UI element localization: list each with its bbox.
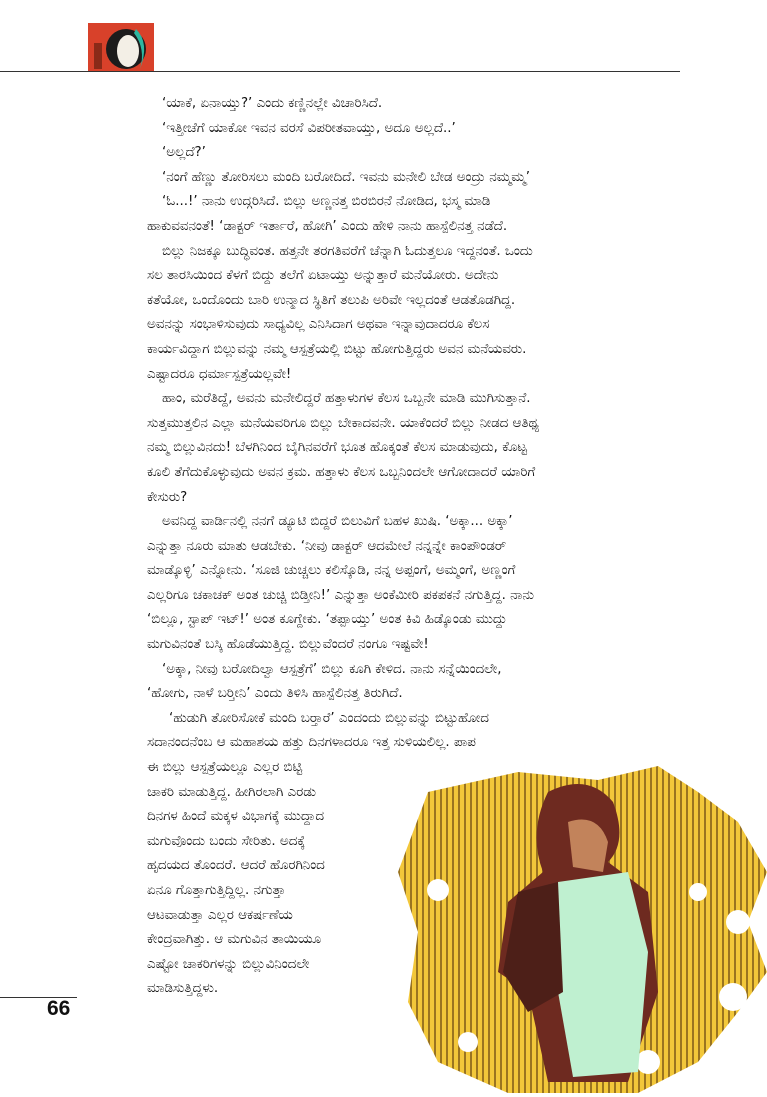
wrapped-line: ಹೃದಯದ ತೊಂದರೆ. ಆದರೆ ಹೊರಗಿನಿಂದ xyxy=(147,858,325,874)
wrapped-line: ಈ ಬಿಲ್ಲು ಆಸ್ಪತ್ರೆಯಲ್ಲೂ ಎಲ್ಲರ ಬಿಟ್ಟಿ xyxy=(147,760,303,775)
paragraph-line: ‘ಹುಡುಗಿ ತೋರಿಸೋಕೆ ಮಂದಿ ಬರ್‍ತಾರೆ’ ಎಂದಂದು ಬಿಲ್ಲುವನ್ನು ಬಿಟ್ಟುಹೋದ xyxy=(169,710,489,726)
illustration xyxy=(398,762,767,1093)
story-text xyxy=(147,92,637,756)
paragraph-line: ಮಗುವಿನಂತೆ ಬಸ್ಕಿ ಹೊಡೆಯುತ್ತಿದ್ದ. ಬಿಲ್ಲುವೆಂದರೆ ನಂಗೂ ಇಷ್ಟವೇ! xyxy=(147,637,429,653)
paragraph-line: ‘ನಂಗೆ ಹೆಣ್ಣು ತೋರಿಸಲು ಮಂದಿ ಬರೋದಿದೆ. ಇವನು ಮನೇಲಿ ಬೇಡ ಅಂದ್ರು ನಮ್ಮಮ್ಮ’ xyxy=(162,169,531,185)
paragraph-line: ‘ಯಾಕೆ, ಏನಾಯ್ತು?’ ಎಂದು ಕಣ್ಣಿನಲ್ಲೇ ವಿಚಾರಿಸಿದೆ. xyxy=(162,96,383,111)
paragraph-line: ‘ಅಲ್ಲದೆ?’ xyxy=(162,145,206,161)
wrapped-line: ಕೇಂದ್ರವಾಗಿತ್ತು. ಆ ಮಗುವಿನ ತಾಯಿಯೂ xyxy=(147,932,322,948)
paragraph-line: ಬಿಲ್ಲು ನಿಜಕ್ಕೂ ಬುದ್ಧಿವಂತ. ಹತ್ತನೇ ತರಗತಿವರೆಗೆ ಚೆನ್ನಾಗಿ ಓದುತ್ತಲೂ ಇದ್ದನಂತೆ. ಒಂದು xyxy=(162,243,533,259)
paragraph-line: ‘ಅಕ್ಕಾ, ನೀವು ಬರೋದಿಲ್ವಾ ಆಸ್ಪತ್ರೆಗೆ’ ಬಿಲ್ಲು ಕೂಗಿ ಕೇಳಿದ. ನಾನು ಸನ್ನೆಯಿಂದಲೇ, xyxy=(162,661,502,677)
wrapped-line: ಚಾಕರಿ ಮಾಡುತ್ತಿದ್ದ. ಹೀಗಿರಲಾಗಿ ಎರಡು xyxy=(147,784,317,800)
top-rule xyxy=(0,71,680,72)
page-number: 66 xyxy=(47,997,71,1020)
magazine-logo xyxy=(88,23,154,72)
paragraph-line: ಕೇಸುರು? xyxy=(147,489,188,505)
paragraph-line: ‘ಓ...!’ ನಾನು ಉದ್ಗರಿಸಿದೆ. ಬಿಲ್ಲು ಅಣ್ಣನತ್ತ ಬಿರಬಿರನೆ ನೋಡಿದ, ಭಸ್ಮ ಮಾಡಿ xyxy=(162,194,491,210)
wrapped-line: ಏನೂ ಗೊತ್ತಾಗುತ್ತಿದ್ದಿಲ್ಲ. ನಗುತ್ತಾ xyxy=(147,882,286,898)
paragraph-line: ‘ಹೋಗು, ನಾಳೆ ಬರ್‍ತೀನಿ’ ಎಂದು ತಿಳಿಸಿ ಹಾಸ್ಪೆಲಿನತ್ತ ತಿರುಗಿದೆ. xyxy=(147,686,403,702)
paragraph-line: ಅವನನ್ನು ಸಂಭಾಳಿಸುವುದು ಸಾಧ್ಯವಿಲ್ಲ ಎನಿಸಿದಾಗ ಅಥವಾ ಇನ್ನಾವುದಾದರೂ ಕೆಲಸ xyxy=(147,317,490,333)
paragraph-line: ಅವನಿದ್ದ ವಾರ್ಡಿನಲ್ಲಿ ನನಗೆ ಡ್ಯೂಟಿ ಬಿದ್ದರೆ ಬಿಲುವಿಗೆ ಬಹಳ ಖುಷಿ. ‘ಅಕ್ಕಾ... ಅಕ್ಕಾ’ xyxy=(162,514,513,530)
wrapped-line: ಮಾಡಿಸುತ್ತಿದ್ದಳು. xyxy=(147,981,219,997)
paragraph-line: ‘ಇತ್ತೀಚೆಗೆ ಯಾಕೋ ಇವನ ವರಸೆ ವಿಪರೀತವಾಯ್ತು, ಅದೂ ಅಲ್ಲದೆ..’ xyxy=(162,120,456,136)
paragraph-line: ಎನ್ನುತ್ತಾ ನೂರು ಮಾತು ಆಡಬೇಕು. ‘ನೀವು ಡಾಕ್ಟರ್ ಆದಮೇಲೆ ನನ್ನನ್ನೇ ಕಾಂಪೌಂಡರ್ xyxy=(147,538,507,554)
paragraph-line: ಕಾರ್ಯವಿದ್ದಾಗ ಬಿಲ್ಲುವನ್ನು ನಮ್ಮ ಆಸ್ಪತ್ರೆಯಲ್ಲಿ ಬಿಟ್ಟು ಹೋಗುತ್ತಿದ್ದರು ಅವನ ಮನೆಯವರು. xyxy=(147,341,527,357)
paragraph-line: ಸದಾನಂದನೆಂಬ ಆ ಮಹಾಶಯ ಹತ್ತು ದಿನಗಳಾದರೂ ಇತ್ತ ಸುಳಿಯಲಿಲ್ಲ. ಪಾಪ xyxy=(147,735,476,751)
wrapped-line: ಆಟವಾಡುತ್ತಾ ಎಲ್ಲರ ಆಕರ್ಷಣೆಯ xyxy=(147,907,293,923)
paragraph-line: ಸಲ ತಾರಸಿಯಿಂದ ಕೆಳಗೆ ಬಿದ್ದು ತಲೆಗೆ ಏಟಾಯ್ತು ಅನ್ನುತ್ತಾರೆ ಮನೆಯೋರು. ಅದೇನು xyxy=(147,268,499,284)
paragraph-line: ಕತೆಯೋ, ಒಂದೊಂದು ಬಾರಿ ಉನ್ಮಾದ ಸ್ಥಿತಿಗೆ ತಲುಪಿ ಅರಿವೇ ಇಲ್ಲದಂತೆ ಆಡತೊಡಗಿದ್ದ. xyxy=(147,292,516,308)
paragraph-line: ಹಾಂ, ಮರೆತಿದ್ದೆ, ಅವನು ಮನೇಲಿದ್ದರೆ ಹತ್ತಾಳುಗಳ ಕೆಲಸ ಒಬ್ಬನೇ ಮಾಡಿ ಮುಗಿಸುತ್ತಾನೆ. xyxy=(162,391,531,407)
wrapped-line: ಮಗುವೊಂದು ಬಂದು ಸೇರಿತು. ಅದಕ್ಕೆ xyxy=(147,833,306,849)
paragraph-line: ಎಷ್ಟಾದರೂ ಧರ್ಮಾಸ್ಪತ್ರೆಯಲ್ಲವೇ! xyxy=(147,366,292,382)
paragraph-line: ನಮ್ಮ ಬಿಲ್ಲುವಿನದು! ಬೆಳಗಿನಿಂದ ಬೈಗಿನವರೆಗೆ ಭೂತ ಹೊಕ್ಕಂತೆ ಕೆಲಸ ಮಾಡುವುದು, ಕೊಟ್ಟ xyxy=(147,440,528,456)
paragraph-line: ಮಾಡ್ಕೊಳ್ಳಿ’ ಎನ್ನೋನು. ‘ಸೂಜಿ ಚುಚ್ಚಲು ಕಲಿಸ್ಕೊಡಿ, ನನ್ನ ಅಪ್ಪಂಗೆ, ಅಮ್ಮಂಗೆ, ಅಣ್ಣಂಗೆ xyxy=(147,563,516,579)
paragraph-line: ‘ಬಿಲ್ಲೂ, ಸ್ಟಾಪ್ ಇಟ್!’ ಅಂತ ಕೂಗ್ದೇಕು. ‘ತಪ್ಪಾಯ್ತು’ ಅಂತ ಕಿವಿ ಹಿಡ್ಕೊಂಡು ಮುದ್ದು xyxy=(147,612,507,628)
paragraph-line: ಕೂಲಿ ತೆಗೆದುಕೊಳ್ಳುವುದು ಅವನ ಕ್ರಮ. ಹತ್ತಾಳು ಕೆಲಸ ಒಬ್ಬನಿಂದಲೇ ಆಗೋದಾದರೆ ಯಾರಿಗೆ xyxy=(147,464,536,480)
paragraph-line: ಸುತ್ತಮುತ್ತಲಿನ ಎಲ್ಲಾ ಮನೆಯವರಿಗೂ ಬಿಲ್ಲು ಬೇಕಾದವನೇ. ಯಾಕೆಂದರೆ ಬಿಲ್ಲು ನೀಡದ ಆತಿಥ್ಯ xyxy=(147,415,539,431)
paragraph-line: ಹಾಕುವವನಂತೆ! ‘ಡಾಕ್ಟರ್ ಇರ್ತಾರೆ, ಹೋಗಿ’ ಎಂದು ಹೇಳಿ ನಾನು ಹಾಸ್ಪೆಲಿನತ್ತ ನಡೆದೆ. xyxy=(147,218,508,234)
wrapped-line: ಎಷ್ಟೋ ಚಾಕರಿಗಳನ್ನು ಬಿಲ್ಲುವಿನಿಂದಲೇ xyxy=(147,956,310,972)
wrapped-text xyxy=(147,756,402,1002)
paragraph-line: ಎಲ್ಲರಿಗೂ ಚಕಾಚಕ್ ಅಂತ ಚುಚ್ಚಿ ಬಿಡ್ತೀನಿ!’ ಎನ್ನುತ್ತಾ ಅಂಕೆಮೀರಿ ಪಕಪಕನೆ ನಗುತ್ತಿದ್ದ. ನಾನು xyxy=(147,587,535,603)
wrapped-line: ದಿನಗಳ ಹಿಂದೆ ಮಕ್ಕಳ ವಿಭಾಗಕ್ಕೆ ಮುದ್ದಾದ xyxy=(147,809,325,825)
